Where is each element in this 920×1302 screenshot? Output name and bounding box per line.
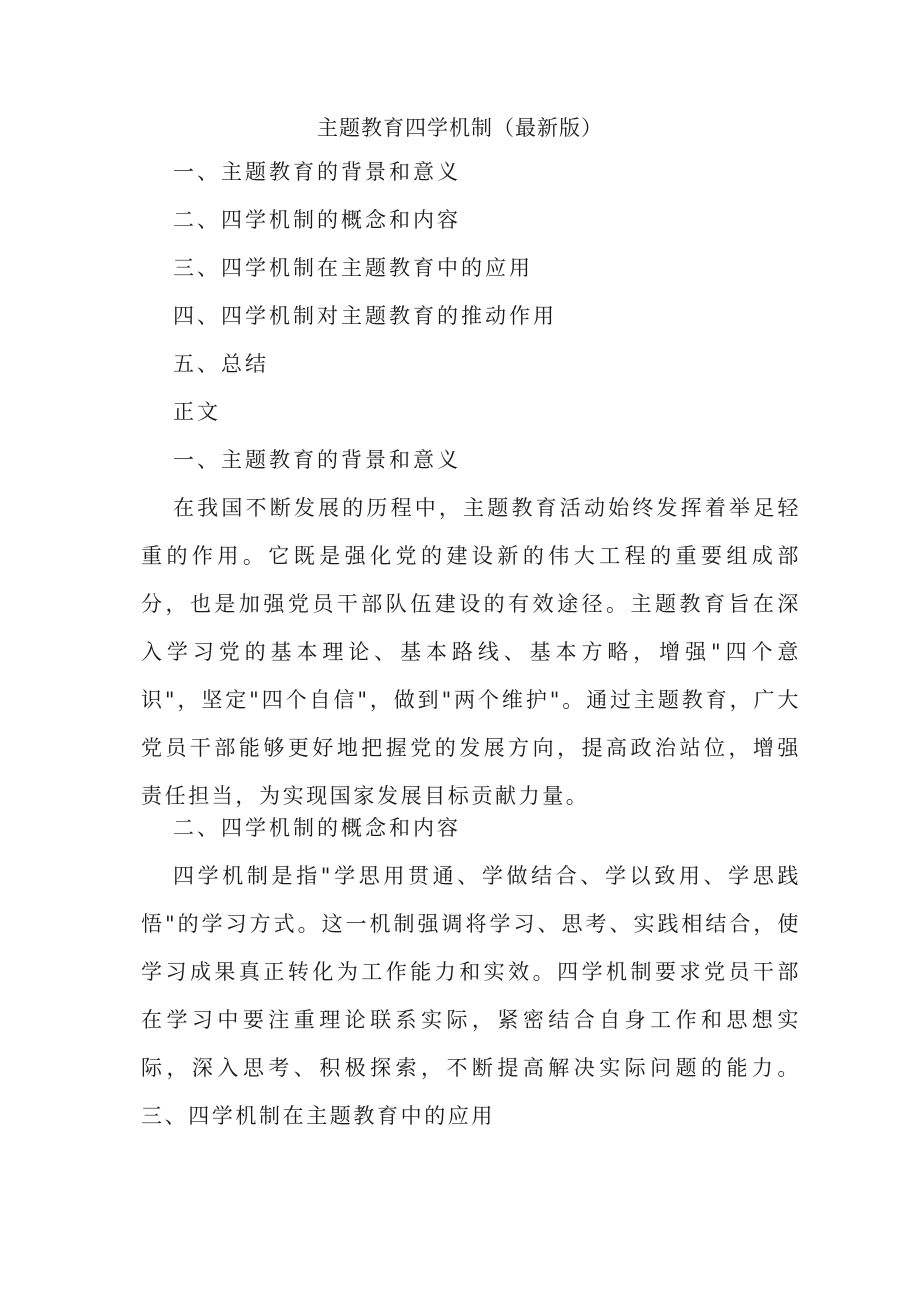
outline-item: 二、四学机制的概念和内容 [173, 208, 461, 232]
section-paragraph: 四学机制是指"学思用贯通、学做结合、学以致用、学思践悟"的学习方式。这一机制强调将学习、思考、实践相结合，使学习成果真正转化为工作能力和实效。四学机制要求党员干部在学习中要注重理论联系实际，紧密结合自身工作和思想实际，深入思考、积极探索，不断提高解决实际问题的能力。三、四学机制在主题教育中的应用 [141, 864, 801, 1128]
outline-item: 四、四学机制对主题教育的推动作用 [173, 304, 557, 328]
section-paragraph: 在我国不断发展的历程中，主题教育活动始终发挥着举足轻重的作用。它既是强化党的建设新的伟大工程的重要组成部分，也是加强党员干部队伍建设的有效途径。主题教育旨在深入学习党的基本理论、基本路线、基本方略，增强"四个意识"，坚定"四个自信"，做到"两个维护"。通过主题教育，广大党员干部能够更好地把握党的发展方向，提高政治站位，增强责任担当，为实现国家发展目标贡献力量。 [141, 496, 801, 808]
section-heading: 二、四学机制的概念和内容 [173, 816, 461, 840]
body-label: 正文 [173, 400, 221, 424]
outline-list [173, 156, 557, 396]
body-text [141, 396, 801, 1140]
document-title: 主题教育四学机制（最新版） [317, 116, 603, 140]
outline-item: 三、四学机制在主题教育中的应用 [173, 256, 533, 280]
section-heading: 一、主题教育的背景和意义 [173, 448, 461, 472]
outline-item: 五、总结 [173, 352, 269, 376]
outline-item: 一、主题教育的背景和意义 [173, 160, 461, 184]
